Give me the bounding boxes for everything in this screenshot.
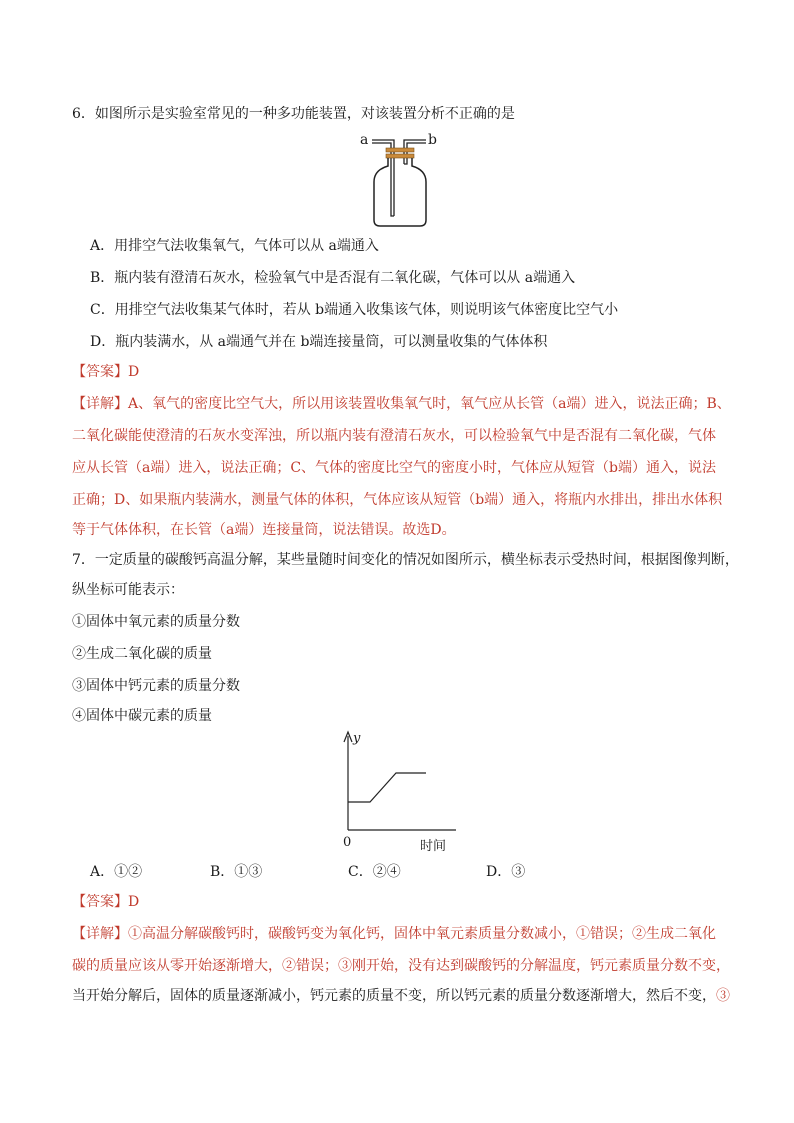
q7-explain-line-3 [72, 986, 730, 1006]
q7-option-a: A．①② [90, 864, 143, 880]
explain-tag: 【详解】 [72, 396, 128, 412]
answer-tag: 【答案】 [72, 894, 128, 910]
q7-option-d: D．③ [486, 864, 526, 880]
label-b: b [428, 132, 437, 148]
q7-item-1: ①固体中氧元素的质量分数 [72, 614, 240, 630]
q7-explain-line-2: 碳的质量应该从零开始逐渐增大，②错误；③刚开始，没有达到碳酸钙的分解温度，钙元素质量分数不变， [72, 958, 730, 974]
y-axis-label: y [353, 731, 361, 746]
q6-explain-line-4: 正确；D、如果瓶内装满水，测量气体的体积，气体应该从短管（b端）通入，将瓶内水排出，排出水体积 [72, 492, 723, 508]
q6-answer [72, 362, 139, 382]
q6-explain-line-2: 二氧化碳能使澄清的石灰水变浑浊，所以瓶内装有澄清石灰水，可以检验氧气中是否混有二氧化碳，气体 [72, 428, 716, 444]
q6-option-d: D．瓶内装满水，从 a端通气并在 b端连接量筒，可以测量收集的气体体积 [90, 334, 548, 350]
q7-option-c: C．②④ [348, 864, 401, 880]
q7-item-3: ③固体中钙元素的质量分数 [72, 678, 240, 694]
q6-explain-line-3: 应从长管（a端）进入，说法正确；C、气体的密度比空气的密度小时，气体应从短管（b端）通入，说法 [72, 460, 717, 476]
answer-tag: 【答案】 [72, 364, 128, 380]
answer-value: D [128, 894, 140, 910]
x-axis-label: 时间 [420, 839, 447, 854]
q6-option-b: B．瓶内装有澄清石灰水，检验氧气中是否混有二氧化碳，气体可以从 a端通入 [90, 270, 576, 286]
label-a: a [360, 132, 369, 148]
explain-text: 当开始分解后，固体的质量逐渐减小，钙元素的质量不变，所以钙元素的质量分数逐渐增大，然后不变， [72, 988, 716, 1004]
explain-tag: 【详解】 [72, 926, 128, 942]
q7-answer [72, 892, 139, 912]
q7-explain-line-1 [72, 924, 716, 944]
q6-stem: 6．如图所示是实验室常见的一种多功能装置，对该装置分析不正确的是 [72, 106, 515, 122]
q7-stem-1: 7．一定质量的碳酸钙高温分解，某些量随时间变化的情况如图所示，横坐标表示受热时间，根据图像判断， [72, 552, 739, 568]
q7-option-b: B．①③ [210, 864, 263, 880]
q7-graph [334, 726, 464, 854]
q7-stem-2: 纵坐标可能表示： [72, 582, 184, 598]
explain-text-tail: ③ [716, 988, 730, 1004]
q6-option-c: C．用排空气法收集某气体时，若从 b端通入收集该气体，则说明该气体密度比空气小 [90, 302, 619, 318]
origin-label: 0 [343, 835, 352, 850]
q6-explain-line-5: 等于气体体积，在长管（a端）连接量筒，说法错误。故选D。 [72, 522, 456, 538]
q6-explain-line-1 [72, 394, 731, 414]
explain-text: ①高温分解碳酸钙时，碳酸钙变为氧化钙，固体中氧元素质量分数减小，①错误；②生成二氧化 [128, 926, 716, 942]
q7-item-2: ②生成二氧化碳的质量 [72, 646, 212, 662]
answer-value: D [128, 364, 140, 380]
q6-option-a: A．用排空气法收集氧气，气体可以从 a端通入 [90, 238, 379, 254]
gas-bottle-figure [350, 128, 450, 230]
q7-item-4: ④固体中碳元素的质量 [72, 708, 212, 724]
explain-text: A、氧气的密度比空气大，所以用该装置收集氧气时，氧气应从长管（a端）进入，说法正确；B、 [128, 396, 731, 412]
